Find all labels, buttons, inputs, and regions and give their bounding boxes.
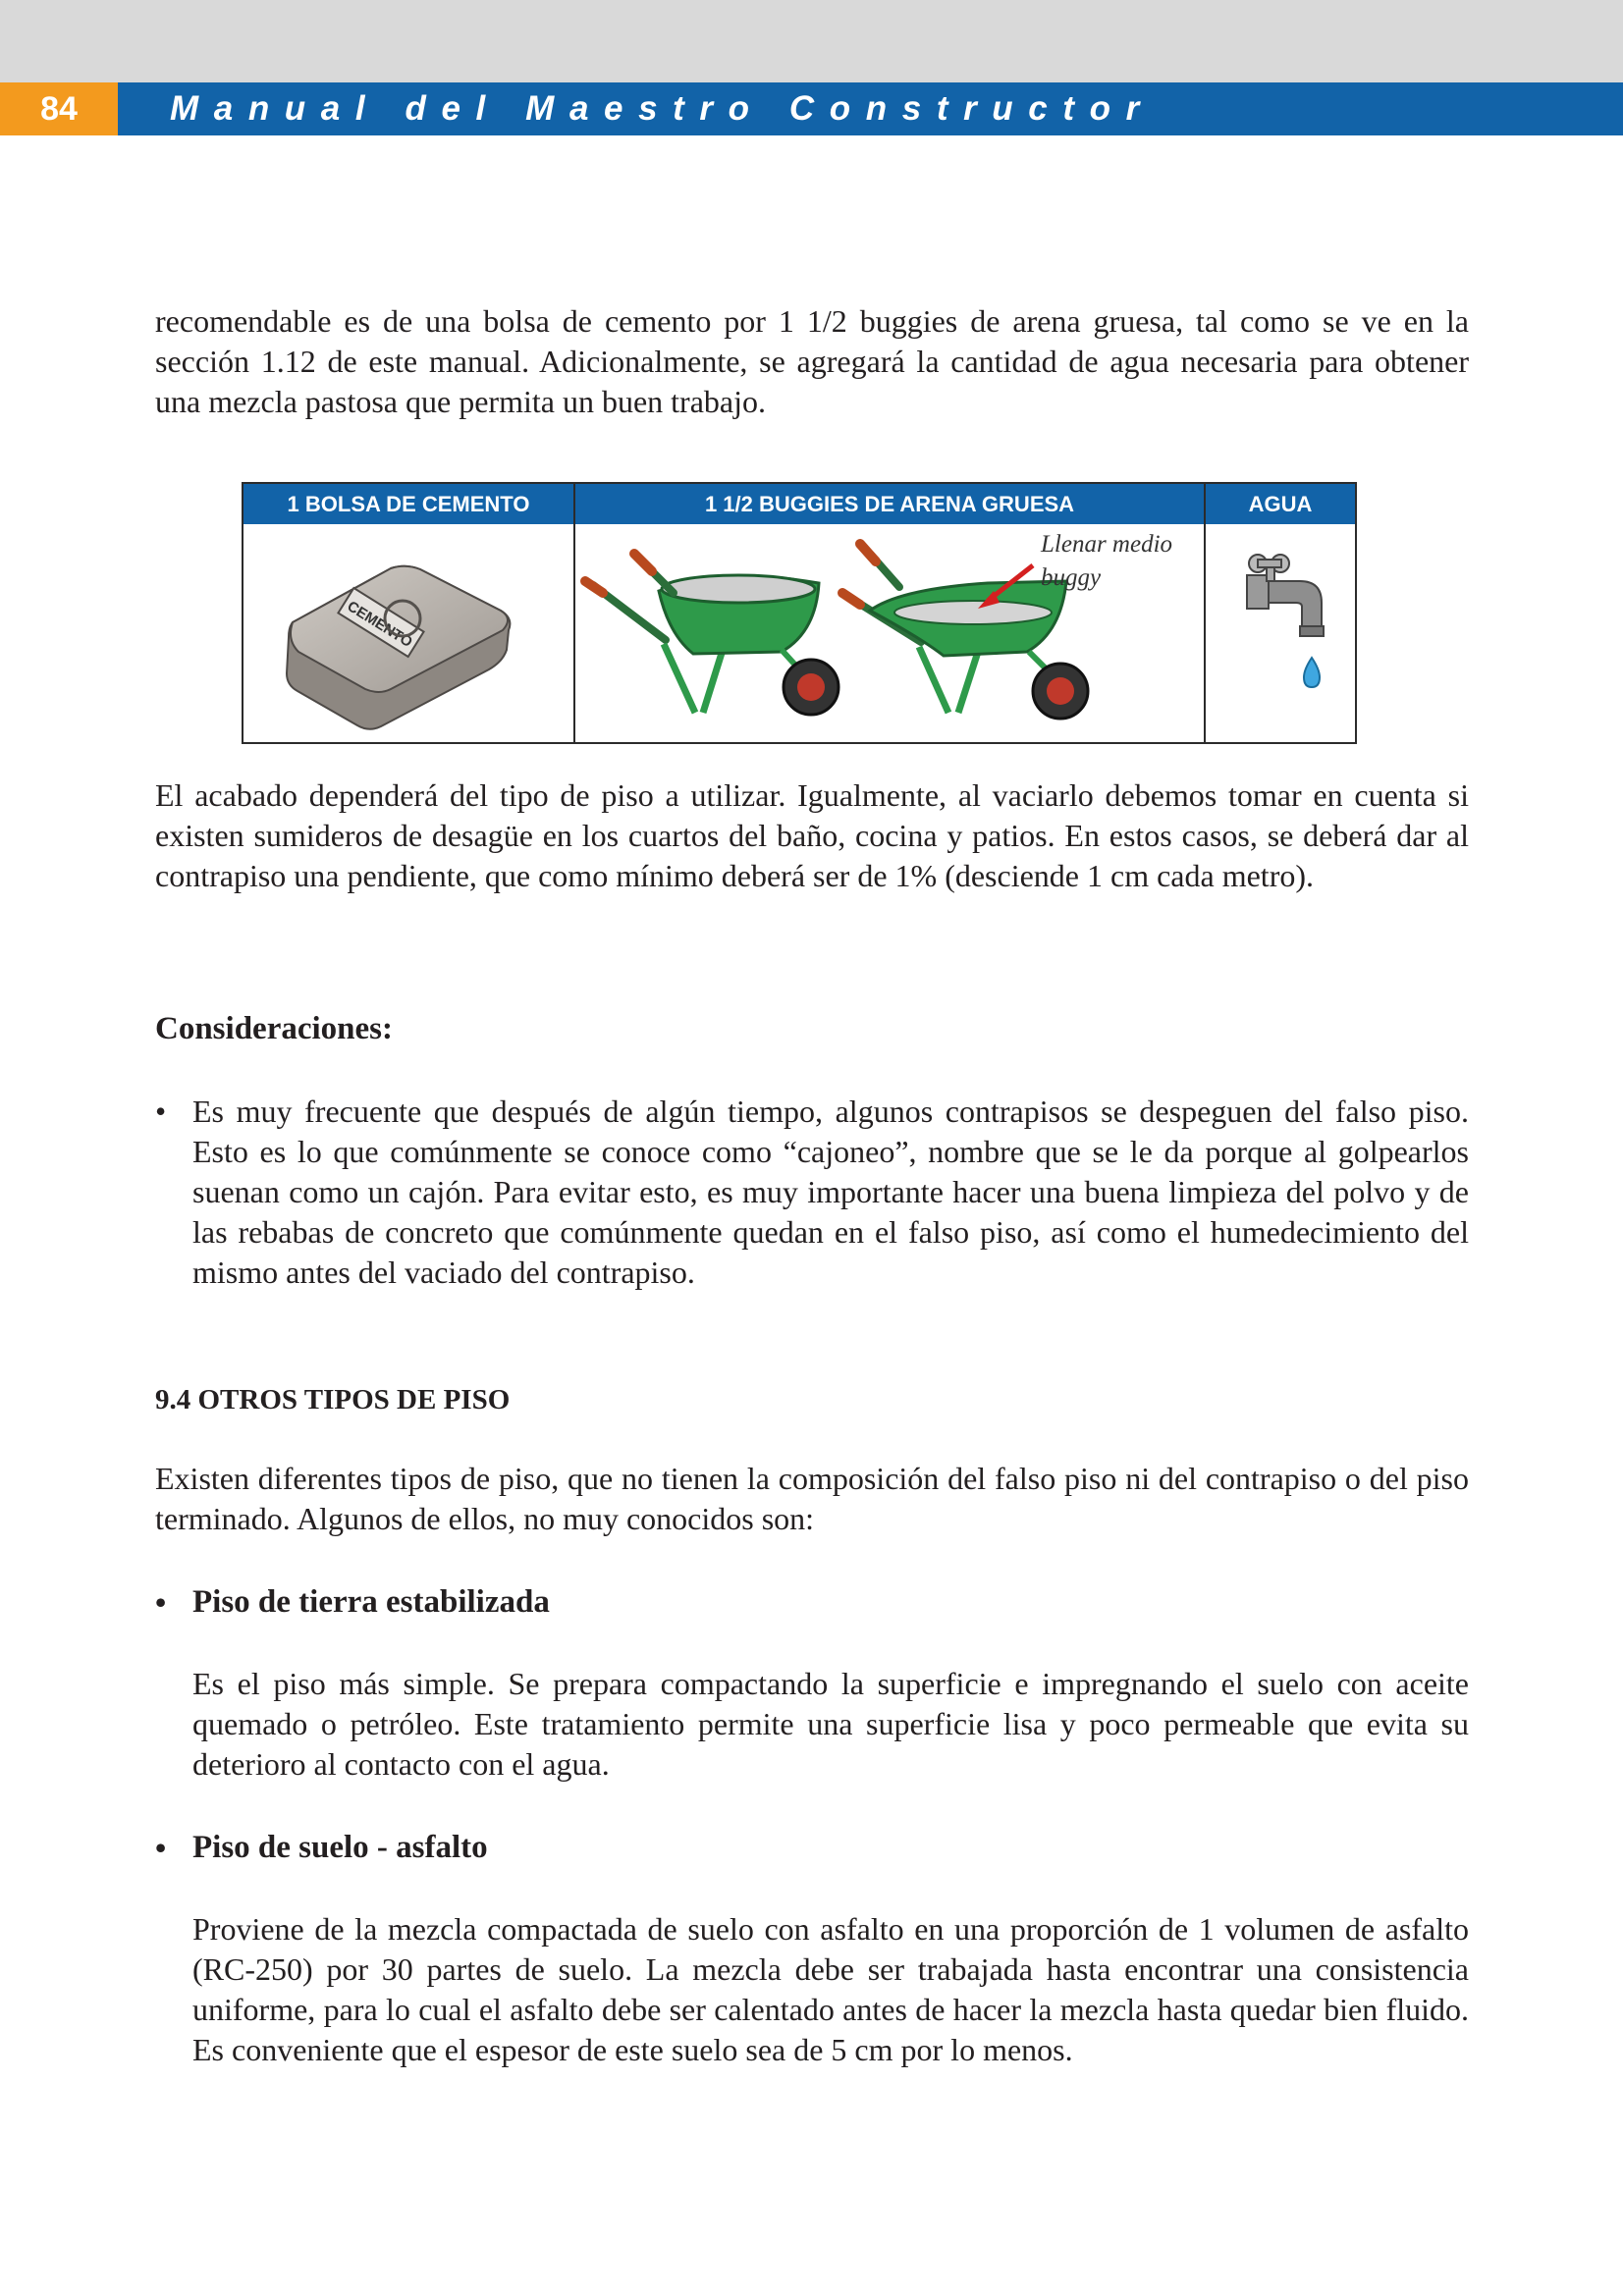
bullet-marker: • [155, 1094, 167, 1129]
section-intro [155, 1459, 1469, 1539]
cement-bag-icon [243, 524, 573, 742]
floor-type-description: Proviene de la mezcla compactada de suelo con asfalto en una proporción de 1 volumen de asfalto (RC-250) por 30 partes de suelo. La mezcla debe ser trabajada hasta encontrar una consistencia uniforme, para lo cual el asfalto debe ser calentado antes de hacer la mezcla hasta quedar bien fluido. Es conveniente que el espesor de este suelo sea de 5 cm por lo menos. [192, 1911, 1469, 2067]
intro-text: recomendable es de una bolsa de cemento por 1 1/2 buggies de arena gruesa, tal como se ve en la sección 1.12 de este manual. Adicionalmente, se agregará la cantidad de agua necesaria para obtener una mezcla pastosa que permita un buen trabajo. [155, 303, 1469, 419]
note-line-2: buggy [1041, 564, 1102, 591]
acabado-text: El acabado dependerá del tipo de piso a utilizar. Igualmente, al vaciarlo debemos tomar en cuenta si existen sumideros de desagüe en los cuartos del baño, cocina y patios. En estos casos, se deberá dar al contrapiso una pendiente, que como mínimo deberá ser de 1% (desciende 1 cm cada metro). [155, 777, 1469, 893]
water-cell [1206, 524, 1355, 742]
wheelbarrow-icon [585, 554, 839, 715]
section-intro-text: Existen diferentes tipos de piso, que no tienen la composición del falso piso ni del contrapiso o del piso terminado. Algunos de ellos, no muy conocidos son: [155, 1461, 1469, 1536]
bag-label: CEMENTO [344, 598, 415, 652]
water-drop-icon [1304, 658, 1320, 687]
floor-type-item [155, 1828, 1469, 1868]
floor-type-description: Es el piso más simple. Se prepara compactando la superficie e impregnando el suelo con aceite quemado o petróleo. Este tratamiento permite una superficie lisa y poco permeable que evita su deterioro al contacto con el agua. [192, 1666, 1469, 1782]
column-header-cement: 1 BOLSA DE CEMENTO [243, 484, 573, 524]
page-number: 84 [0, 82, 118, 135]
floor-type-title: Piso de tierra estabilizada [192, 1584, 550, 1620]
floor-type-title: Piso de suelo - asfalto [192, 1830, 488, 1865]
book-title: Manual del Maestro Constructor [170, 89, 1155, 128]
faucet-icon [1206, 524, 1355, 742]
floor-type-item [155, 1582, 1469, 1623]
consideraciones-bullet-text: Es muy frecuente que después de algún tiempo, algunos contrapisos se despeguen del falso piso. Esto es lo que comúnmente se conoce como “cajoneo”, nombre que se le da porque al golpearlos suenan como un cajón. Para evitar esto, es muy importante hacer una buena limpieza del polvo y de las rebabas de concreto que comúnmente quedan en el falso piso, así como el humedecimiento del mismo antes del vaciado del contrapiso. [192, 1094, 1469, 1290]
top-margin-band [0, 0, 1623, 82]
sand-cell [575, 524, 1204, 742]
intro-paragraph [155, 301, 1469, 422]
bullet-marker: • [155, 1830, 167, 1865]
section-heading: 9.4 OTROS TIPOS DE PISO [155, 1384, 511, 1415]
consideraciones-heading: Consideraciones: [155, 1011, 393, 1046]
note-line-1: Llenar medio [1041, 531, 1173, 558]
column-header-water: AGUA [1206, 484, 1355, 524]
paragraph-acabado [155, 775, 1469, 896]
materials-table [242, 482, 1357, 744]
column-header-sand: 1 1/2 BUGGIES DE ARENA GRUESA [575, 484, 1204, 524]
cement-bag-cell [243, 524, 573, 742]
consideraciones-bullet [155, 1092, 1469, 1293]
bullet-marker: • [155, 1584, 167, 1620]
